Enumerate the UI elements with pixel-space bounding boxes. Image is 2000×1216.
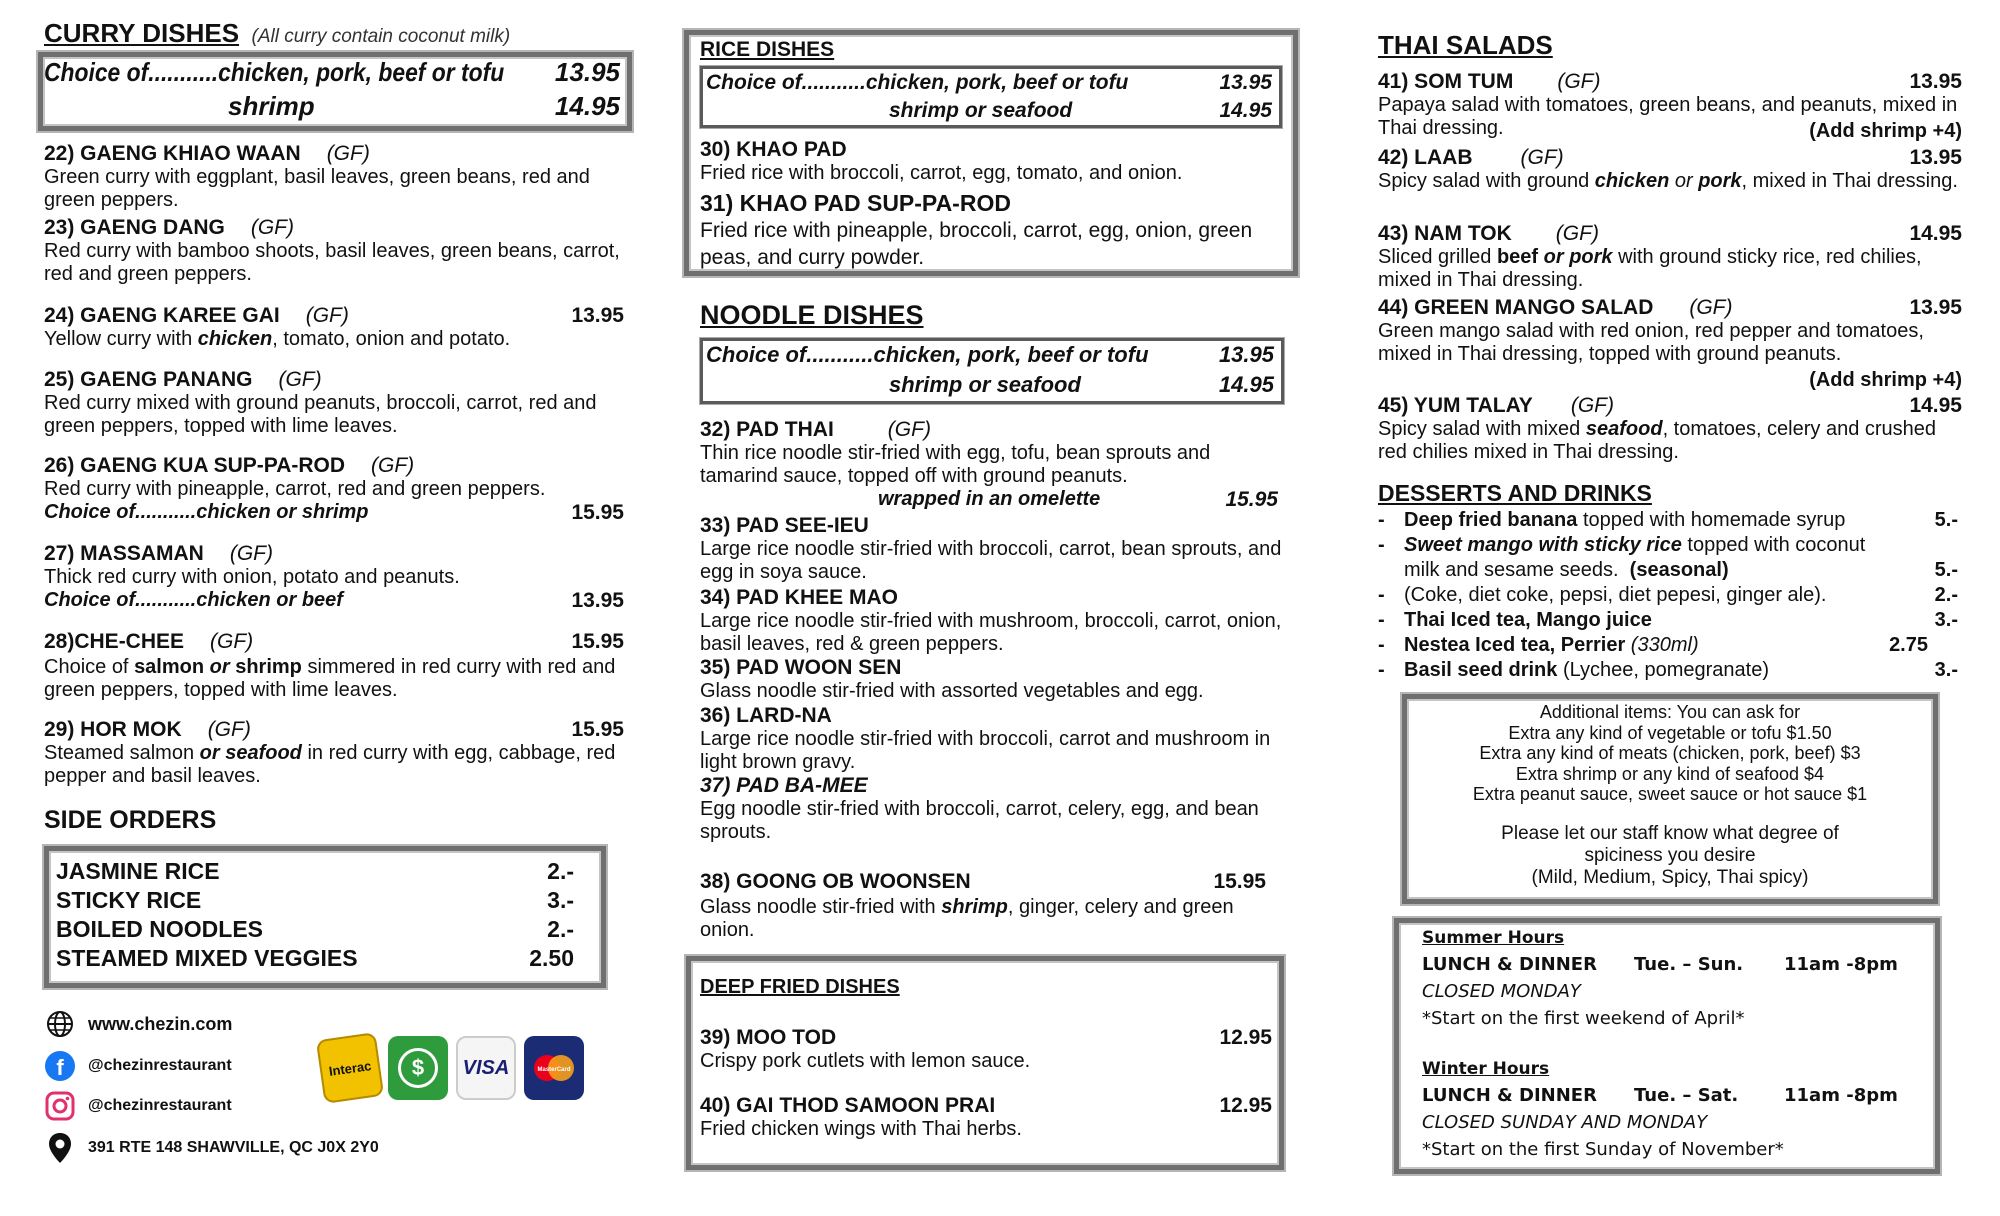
item-title: 36) LARD-NA — [700, 704, 832, 727]
salads-heading: THAI SALADS — [1378, 30, 1553, 60]
menu-item-30 — [700, 138, 1280, 185]
menu-item-28 — [44, 630, 624, 702]
instagram-icon — [44, 1090, 76, 1122]
item-title: 38) GOONG OB WOONSEN — [700, 870, 971, 893]
item-title: 32) PAD THAI — [700, 418, 834, 441]
noodle-choice-label: Choice of...........chicken, pork, beef or tofu — [706, 342, 1149, 367]
rice-choice-price: 13.95 — [1219, 71, 1272, 94]
address: 391 RTE 148 SHAWVILLE, QC J0X 2Y0 — [44, 1132, 379, 1164]
item-desc: Thin rice noodle stir-fried with egg, tofu, bean sprouts and tamarind sauce, topped off with ground peanuts. — [700, 442, 1211, 487]
item-price: 13.95 — [571, 304, 624, 327]
facebook-icon — [44, 1050, 76, 1082]
summer-hours-title: Summer Hours — [1422, 928, 1565, 948]
gf-tag: (GF) — [887, 418, 931, 441]
mastercard-circles-icon — [529, 1051, 579, 1085]
item-title: 37) PAD BA-MEE — [700, 774, 868, 797]
item-title: 33) PAD SEE-IEU — [700, 514, 869, 537]
item-title: 34) PAD KHEE MAO — [700, 586, 898, 609]
globe-icon — [44, 1008, 76, 1040]
noodle-shrimp-label: shrimp or seafood — [889, 372, 1081, 397]
drink-item: - (Coke, diet coke, pepsi, diet pepesi, ginger ale). 2.- — [1378, 584, 1958, 606]
gf-tag: (GF) — [229, 542, 274, 565]
item-price: 13.95 — [1909, 146, 1962, 169]
item-price: 14.95 — [1909, 222, 1962, 245]
facebook-link[interactable]: f @chezinrestaurant — [44, 1050, 232, 1082]
gf-tag: (GF) — [250, 216, 295, 239]
menu-item-40 — [700, 1094, 1272, 1141]
item-choice: Choice of...........chicken or shrimp — [44, 501, 369, 523]
item-price: 15.95 — [1225, 488, 1278, 511]
curry-choice — [44, 57, 620, 125]
menu-item-39 — [700, 1026, 1272, 1073]
item-title: 26) GAENG KUA SUP-PA-ROD — [44, 454, 346, 477]
svg-text:f: f — [56, 1055, 64, 1080]
item-price: 15.95 — [1213, 870, 1266, 893]
dollar-icon: $ — [398, 1048, 438, 1088]
menu-item-44 — [1378, 296, 1962, 391]
item-desc: Sliced grilled beef or pork with ground sticky rice, red chilies, mixed in Thai dressing. — [1378, 246, 1922, 291]
menu-item-42 — [1378, 146, 1962, 193]
winter-hours-row: LUNCH & DINNER Tue. – Sat. 11am -8pm — [1422, 1085, 1898, 1106]
item-price: 13.95 — [1909, 296, 1962, 319]
interac-logo: Interac — [316, 1032, 384, 1104]
drink-item: - Thai Iced tea, Mango juice 3.- — [1378, 609, 1958, 631]
menu-item-24 — [44, 304, 624, 351]
item-price: 15.95 — [571, 630, 624, 653]
item-price: 14.95 — [1909, 394, 1962, 417]
menu-item-36 — [700, 704, 1288, 774]
visa-logo: VISA — [456, 1036, 516, 1100]
menu-item-27 — [44, 542, 624, 612]
summer-hours-row: LUNCH & DINNER Tue. – Sun. 11am -8pm — [1422, 954, 1898, 975]
item-desc: Glass noodle stir-fried with shrimp, ginger, celery and green onion. — [700, 896, 1234, 941]
item-desc: Crispy pork cutlets with lemon sauce. — [700, 1050, 1031, 1072]
item-title: 28)CHE-CHEE — [44, 630, 185, 653]
item-choice: Choice of...........chicken or beef — [44, 589, 343, 611]
menu-item-23 — [44, 216, 624, 286]
opening-hours — [1422, 928, 1922, 1166]
menu-item-37 — [700, 774, 1288, 844]
item-title: 40) GAI THOD SAMOON PRAI — [700, 1094, 996, 1117]
add-shrimp-note: (Add shrimp +4) — [1809, 369, 1962, 391]
item-desc: Red curry mixed with ground peanuts, broccoli, carrot, red and green peppers, topped with lime leaves. — [44, 392, 597, 437]
gf-tag: (GF) — [1555, 222, 1599, 245]
menu-item-43 — [1378, 222, 1962, 292]
summer-note: *Start on the first weekend of April* — [1422, 1008, 1745, 1029]
svg-text:MasterCard: MasterCard — [537, 1067, 571, 1073]
item-desc: Fried chicken wings with Thai herbs. — [700, 1118, 1022, 1140]
menu-item-31 — [700, 190, 1280, 271]
desserts-list — [1378, 508, 1958, 683]
deep-fried-heading: DEEP FRIED DISHES — [700, 976, 900, 998]
gf-tag: (GF) — [371, 454, 415, 477]
item-desc: Papaya salad with tomatoes, green beans, and peanuts, mixed in Thai dressing. — [1378, 94, 1958, 139]
item-title: 39) MOO TOD — [700, 1026, 837, 1049]
menu-item-41 — [1378, 70, 1962, 140]
menu-item-33 — [700, 514, 1288, 584]
website-link[interactable]: www.chezin.com — [44, 1008, 232, 1040]
gf-tag: (GF) — [1689, 296, 1733, 319]
item-desc: Red curry with bamboo shoots, basil leaves, green beans, carrot, red and green peppers. — [44, 240, 620, 285]
menu-item-38 — [700, 870, 1266, 942]
item-title: 27) MASSAMAN — [44, 542, 204, 565]
winter-closed: CLOSED SUNDAY AND MONDAY — [1422, 1112, 1708, 1133]
side-order-row: STEAMED MIXED VEGGIES 2.50 — [56, 945, 574, 971]
dessert-item: - Sweet mango with sticky rice topped with coconut — [1378, 534, 1866, 556]
item-title: 42) LAAB — [1378, 146, 1473, 169]
item-desc: Spicy salad with mixed seafood, tomatoes, celery and crushed red chilies mixed in Thai dressing. — [1378, 418, 1937, 463]
gf-tag: (GF) — [1520, 146, 1564, 169]
item-price: 12.95 — [1219, 1094, 1272, 1117]
drink-item: - Nestea Iced tea, Perrier (330ml) 2.75 — [1378, 634, 1928, 656]
dessert-item: - Deep fried banana topped with homemade syrup 5.- — [1378, 509, 1958, 531]
curry-header — [44, 18, 510, 49]
menu-item-22 — [44, 142, 624, 212]
item-price: 15.95 — [571, 501, 624, 524]
spice-note: Please let our staff know what degree of spiciness you desire (Mild, Medium, Spicy, Thai spicy) — [1501, 822, 1839, 888]
curry-heading: CURRY DISHES — [44, 18, 240, 48]
gf-tag: (GF) — [1557, 70, 1601, 93]
cash-logo — [388, 1036, 448, 1100]
curry-shrimp-label: shrimp — [228, 91, 315, 121]
item-desc: Fried rice with broccoli, carrot, egg, tomato, and onion. — [700, 162, 1183, 184]
item-desc: Egg noodle stir-fried with broccoli, carrot, celery, egg, and bean sprouts. — [700, 798, 1259, 843]
item-title: 41) SOM TUM — [1378, 70, 1514, 93]
add-shrimp-note: (Add shrimp +4) — [1809, 120, 1962, 142]
rice-choice — [706, 71, 1272, 127]
curry-shrimp-price: 14.95 — [554, 91, 620, 121]
item-desc: Spicy salad with ground chicken or pork, mixed in Thai dressing. — [1378, 170, 1958, 192]
curry-choice-price: 13.95 — [554, 57, 620, 87]
curry-note: (All curry contain coconut milk) — [251, 26, 511, 47]
side-order-row: BOILED NOODLES 2.- — [56, 916, 574, 942]
item-desc: Fried rice with pineapple, broccoli, carrot, egg, onion, green peas, and curry powder. — [700, 219, 1253, 269]
item-desc: Large rice noodle stir-fried with broccoli, carrot, bean sprouts, and egg in soya sauce. — [700, 538, 1282, 583]
item-title: 31) KHAO PAD SUP-PA-ROD — [700, 190, 1011, 216]
menu-item-25 — [44, 368, 624, 438]
item-price: 13.95 — [571, 589, 624, 612]
item-title: 29) HOR MOK — [44, 718, 182, 741]
menu-item-45 — [1378, 394, 1962, 464]
desserts-heading: DESSERTS AND DRINKS — [1378, 480, 1652, 506]
item-price: 13.95 — [1909, 70, 1962, 93]
menu-item-29 — [44, 718, 624, 788]
item-desc: Thick red curry with onion, potato and peanuts. — [44, 566, 460, 588]
item-desc: Glass noodle stir-fried with assorted vegetables and egg. — [700, 680, 1204, 702]
noodle-heading: NOODLE DISHES — [700, 300, 924, 330]
rice-heading: RICE DISHES — [700, 38, 835, 61]
menu-item-35 — [700, 656, 1288, 703]
side-orders-heading: SIDE ORDERS — [44, 806, 217, 834]
item-desc: Yellow curry with chicken, tomato, onion and potato. — [44, 328, 511, 350]
rice-shrimp-label: shrimp or seafood — [889, 99, 1073, 122]
gf-tag: (GF) — [278, 368, 322, 391]
summer-closed: CLOSED MONDAY — [1422, 981, 1581, 1002]
noodle-shrimp-price: 14.95 — [1218, 372, 1274, 397]
noodle-choice-price: 13.95 — [1218, 342, 1274, 367]
item-desc: Green mango salad with red onion, red pepper and tomatoes, mixed in Thai dressing, topped with ground peanuts. — [1378, 320, 1924, 365]
menu-item-26 — [44, 454, 624, 524]
winter-hours-title: Winter Hours — [1422, 1059, 1550, 1079]
gf-tag: (GF) — [326, 142, 370, 165]
menu-item-34 — [700, 586, 1288, 656]
rice-shrimp-price: 14.95 — [1219, 99, 1272, 122]
item-desc: Choice of salmon or shrimp simmered in red curry with red and green peppers, topped with lime leaves. — [44, 656, 616, 701]
item-title: 44) GREEN MANGO SALAD — [1378, 296, 1654, 319]
side-orders-list — [56, 858, 574, 974]
item-title: 45) YUM TALAY — [1378, 394, 1533, 417]
item-desc: Red curry with pineapple, carrot, red and green peppers. — [44, 478, 546, 500]
omelette-option: wrapped in an omelette — [878, 488, 1101, 510]
instagram-link[interactable]: @chezinrestaurant — [44, 1090, 232, 1122]
map-pin-icon — [44, 1132, 76, 1164]
item-title: 43) NAM TOK — [1378, 222, 1512, 245]
item-desc: Green curry with eggplant, basil leaves, green beans, red and green peppers. — [44, 166, 590, 211]
gf-tag: (GF) — [207, 718, 251, 741]
item-title: 35) PAD WOON SEN — [700, 656, 902, 679]
gf-tag: (GF) — [210, 630, 254, 653]
menu-item-32 — [700, 418, 1288, 511]
gf-tag: (GF) — [305, 304, 349, 327]
item-desc: Large rice noodle stir-fried with mushroom, broccoli, carrot, onion, basil leaves, red & green peppers. — [700, 610, 1282, 655]
item-desc: Steamed salmon or seafood in red curry with egg, cabbage, red pepper and basil leaves. — [44, 742, 616, 787]
winter-note: *Start on the first Sunday of November* — [1422, 1139, 1784, 1160]
dessert-item-cont: milk and sesame seeds. (seasonal) 5.- — [1404, 559, 1958, 581]
item-title: 24) GAENG KAREE GAI — [44, 304, 280, 327]
additional-items: Additional items: You can ask for Extra any kind of vegetable or tofu $1.50 Extra any kind of meats (chicken, pork, beef) $3 Extra shrimp or any kind of seafood $4 Extra peanut sauce, sweet sauce or hot sauce $1 Please let our staff know what degree of spiciness you desire (Mild, Medium, Spicy, Thai spicy) — [1406, 702, 1934, 889]
item-desc: Large rice noodle stir-fried with broccoli, carrot and mushroom in light brown gravy. — [700, 728, 1271, 773]
item-price: 12.95 — [1219, 1026, 1272, 1049]
side-order-row: STICKY RICE 3.- — [56, 887, 574, 913]
item-price: 15.95 — [571, 718, 624, 741]
item-title: 23) GAENG DANG — [44, 216, 225, 239]
item-title: 25) GAENG PANANG — [44, 368, 253, 391]
item-title: 30) KHAO PAD — [700, 138, 847, 161]
noodle-choice — [706, 342, 1274, 402]
rice-choice-label: Choice of...........chicken, pork, beef or tofu — [706, 71, 1129, 94]
item-title: 22) GAENG KHIAO WAAN — [44, 142, 301, 165]
curry-choice-label: Choice of...........chicken, pork, beef or tofu — [44, 57, 505, 87]
gf-tag: (GF) — [1570, 394, 1614, 417]
side-order-row: JASMINE RICE 2.- — [56, 858, 574, 884]
drink-item: - Basil seed drink (Lychee, pomegranate) 3.- — [1378, 659, 1958, 681]
mastercard-logo — [524, 1036, 584, 1100]
